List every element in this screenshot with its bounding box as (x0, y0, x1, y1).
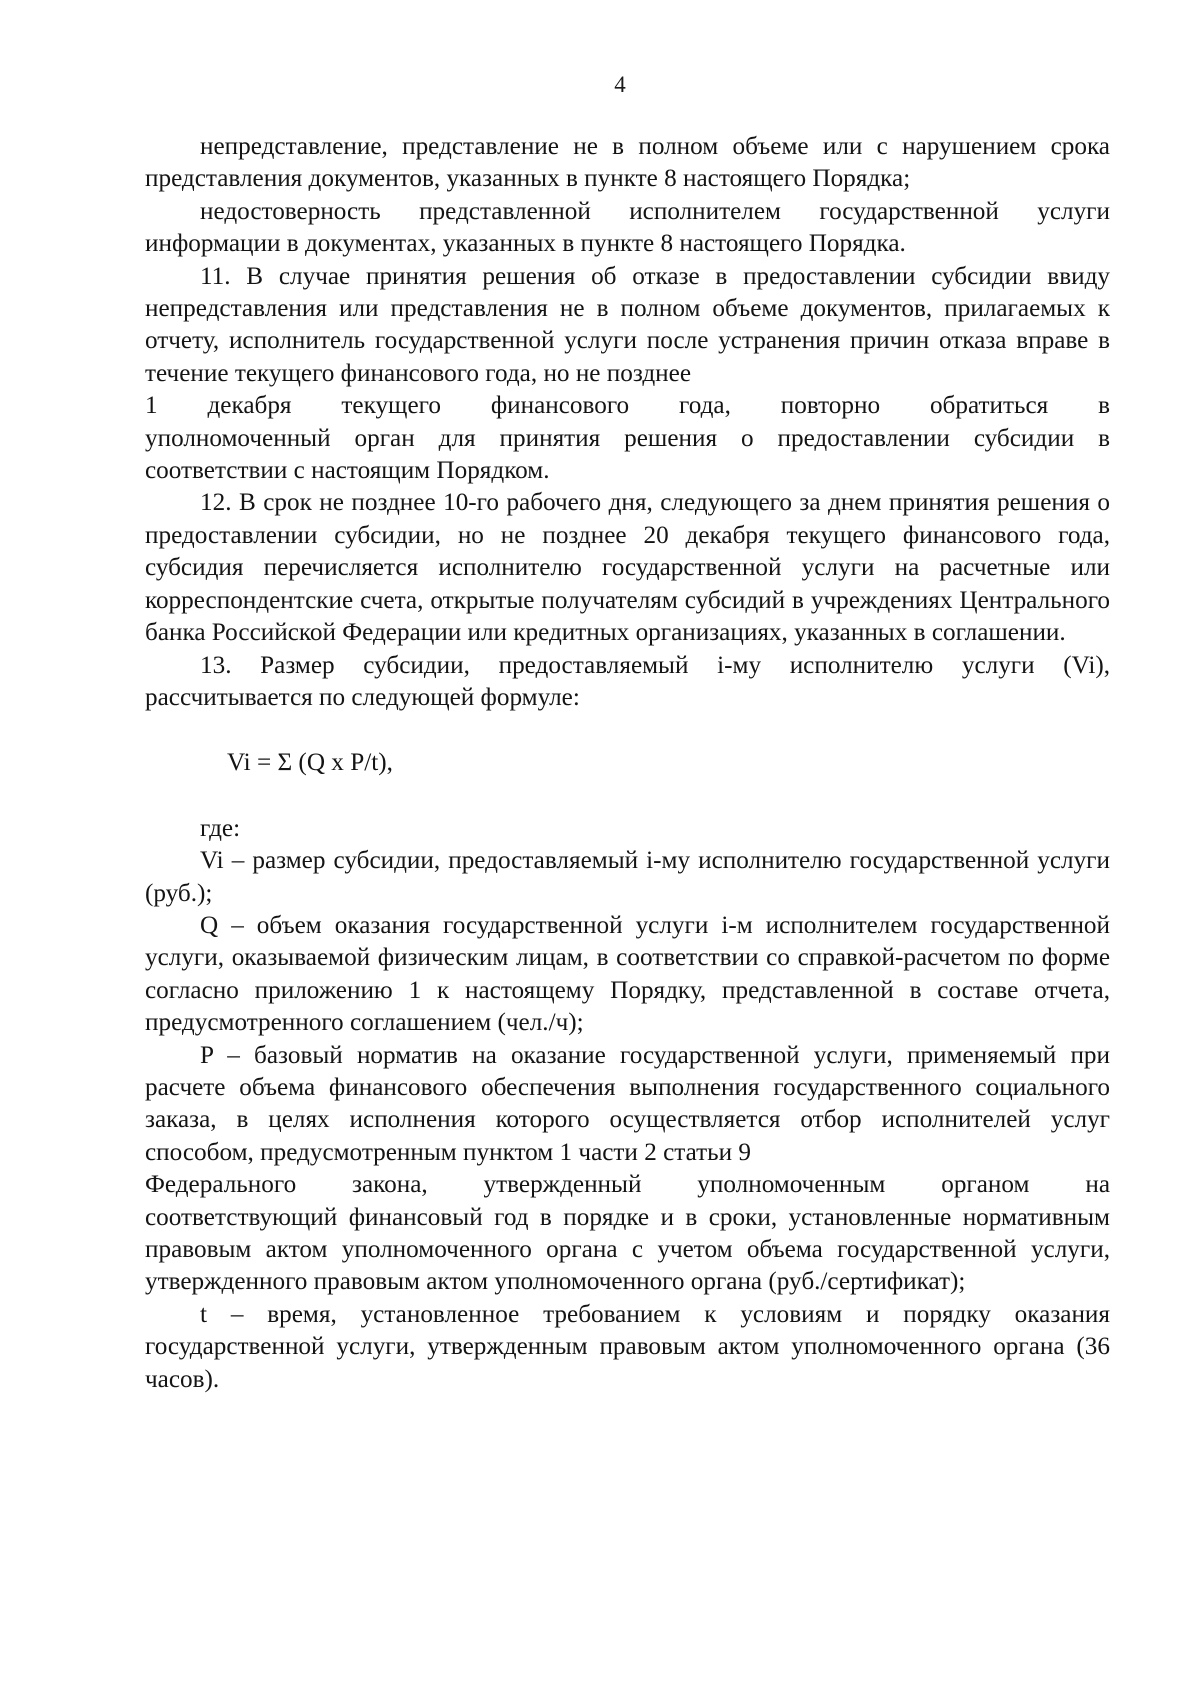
paragraph-failure-submission: непредставление, представление не в полном объеме или с нарушением срока представления документов, указанных в пункте 8 настоящего Порядка; (145, 133, 1110, 193)
definition-p-law-line: Федерального закона, утвержденный уполномоченным органом на (145, 1171, 1110, 1199)
page-number: 4 (614, 72, 626, 97)
paragraph-clause-11-continuation: уполномоченный орган для принятия решения о предоставлении субсидии в соответствии с настоящим Порядком. (145, 424, 1110, 485)
paragraph-unreliable-info: недостоверность представленной исполнителем государственной услуги информации в документах, указанных в пункте 8 настоящего Порядка. (145, 197, 1110, 258)
paragraph-clause-11: 11. В случае принятия решения об отказе в предоставлении субсидии ввиду непредставления или представления не в полном объеме документов, прилагаемых к отчету, исполнитель государственной услуги после устранения причин отказа вправе в течение текущего финансового года, но не позднее (145, 262, 1110, 387)
definition-vi: Vi – размер субсидии, предоставляемый i-му исполнителю государственной услуги (руб.); (145, 847, 1110, 907)
document-body (145, 131, 1110, 1396)
definition-q: Q – объем оказания государственной услуги i-м исполнителем государственной услуги, оказываемой физическим лицам, в соответствии со справкой-расчетом по форме согласно приложению 1 к настоящему Порядку, представленной в составе отчета, предусмотренного соглашением (чел./ч); (145, 911, 1110, 1037)
subsidy-formula: Vi = Σ (Q x P/t), (227, 749, 393, 777)
paragraph-clause-11-deadline-line: 1 декабря текущего финансового года, повторно обратиться в (145, 392, 1110, 420)
paragraph-clause-12: 12. В срок не позднее 10-го рабочего дня, следующего за днем принятия решения о предоставлении субсидии, но не позднее 20 декабря текущего финансового года, субсидия перечисляется исполнителю государственной услуги на расчетные или корреспондентские счета, открытые получателям субсидий в учреждениях Центрального банка Российской Федерации или кредитных организациях, указанных в соглашении. (145, 489, 1110, 647)
definition-p-continuation: соответствующий финансовый год в порядке и в сроки, установленные нормативным правовым актом уполномоченного органа с учетом объема государственной услуги, утвержденного правовым актом уполномоченного органа (руб./сертификат); (145, 1203, 1110, 1296)
where-label: где: (200, 814, 241, 842)
definition-t: t – время, установленное требованием к условиям и порядку оказания государственной услуги, утвержденным правовым актом уполномоченного органа (36 часов). (145, 1300, 1110, 1393)
paragraph-clause-13: 13. Размер субсидии, предоставляемый i-му исполнителю услуги (Vi), рассчитывается по следующей формуле: (145, 651, 1110, 711)
definition-p: P – базовый норматив на оказание государственной услуги, применяемый при расчете объема финансового обеспечения выполнения государственного социального заказа, в целях исполнения которого осуществляется отбор исполнителей услуг способом, предусмотренным пунктом 1 части 2 статьи 9 (145, 1041, 1110, 1166)
